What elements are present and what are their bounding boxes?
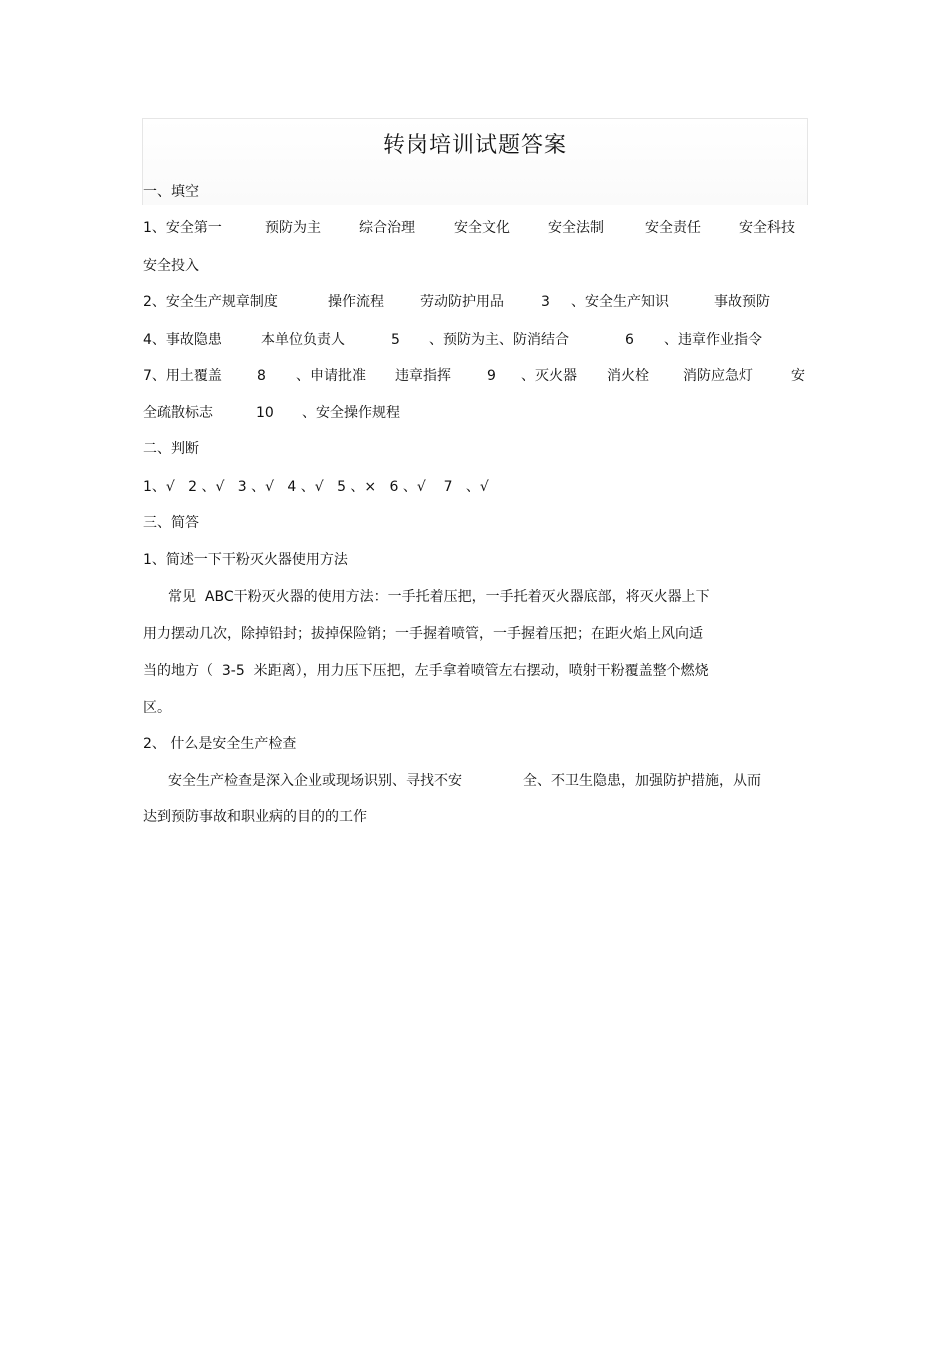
fill-item: 4、事故隐患 [143, 332, 222, 348]
answer-1-line: 当的地方（ 3-5 米距离），用力压下压把，左手拿着喷管左右摆动，喷射干粉覆盖整个燃烧 [143, 663, 709, 679]
fill-item: 5 [391, 332, 400, 348]
fill-item: 、安全操作规程 [302, 405, 400, 421]
fill-item: 7、用土覆盖 [143, 368, 222, 384]
fill-item: 劳动防护用品 [420, 294, 504, 310]
fill-item: 操作流程 [328, 294, 384, 310]
fill-item: 安全文化 [454, 220, 510, 236]
fill-item: 事故预防 [714, 294, 770, 310]
question-2: 2、 什么是安全生产检查 [143, 736, 297, 752]
fill-item: 安全法制 [548, 220, 604, 236]
fill-item: 、预防为主、防消结合 [429, 332, 569, 348]
fill-item: 10 [256, 405, 274, 421]
fill-item: 全疏散标志 [143, 405, 213, 421]
answer-1-line: 区。 [143, 700, 171, 716]
section-short-heading: 三、简答 [143, 515, 199, 531]
section-fill-heading: 一、填空 [143, 184, 199, 200]
answer-2-line: 全、不卫生隐患，加强防护措施，从而 [523, 773, 761, 789]
answer-2-line: 达到预防事故和职业病的目的的工作 [143, 809, 367, 825]
section-judge-heading: 二、判断 [143, 441, 199, 457]
page-title: 转岗培训试题答案 [382, 133, 567, 158]
fill-item: 安 [791, 368, 805, 384]
question-1: 1、简述一下干粉灭火器使用方法 [143, 552, 348, 568]
fill-item: 、申请批准 [296, 368, 366, 384]
fill-item: 2、安全生产规章制度 [143, 294, 278, 310]
fill-item: 6 [625, 332, 634, 348]
fill-item: 消防应急灯 [683, 368, 753, 384]
fill-item: 8 [257, 368, 266, 384]
fill-item: 1、安全第一 [143, 220, 222, 236]
fill-item: 安全责任 [645, 220, 701, 236]
fill-item: 9 [487, 368, 496, 384]
fill-item: 预防为主 [265, 220, 321, 236]
fill-item: 综合治理 [359, 220, 415, 236]
fill-item: 本单位负责人 [261, 332, 345, 348]
answer-2-line: 安全生产检查是深入企业或现场识别、寻找不安 [168, 773, 462, 789]
fill-item: 、灭火器 [521, 368, 577, 384]
fill-item: 消火栓 [607, 368, 649, 384]
answer-1-line: 用力摆动几次，除掉铅封；拔掉保险销；一手握着喷管，一手握着压把；在距火焰上风向适 [143, 626, 703, 642]
fill-item: 、安全生产知识 [571, 294, 669, 310]
fill-item: 违章指挥 [395, 368, 451, 384]
fill-item: 3 [541, 294, 550, 310]
fill-item: 安全投入 [143, 258, 199, 274]
judge-answers: 1、√ 2 、√ 3 、√ 4 、√ 5 、× 6 、√ 7 、√ [143, 479, 489, 495]
fill-item: 、违章作业指令 [664, 332, 762, 348]
answer-1-line: 常见 ABC干粉灭火器的使用方法：一手托着压把，一手托着灭火器底部，将灭火器上下 [168, 589, 710, 605]
fill-item: 安全科技 [739, 220, 795, 236]
